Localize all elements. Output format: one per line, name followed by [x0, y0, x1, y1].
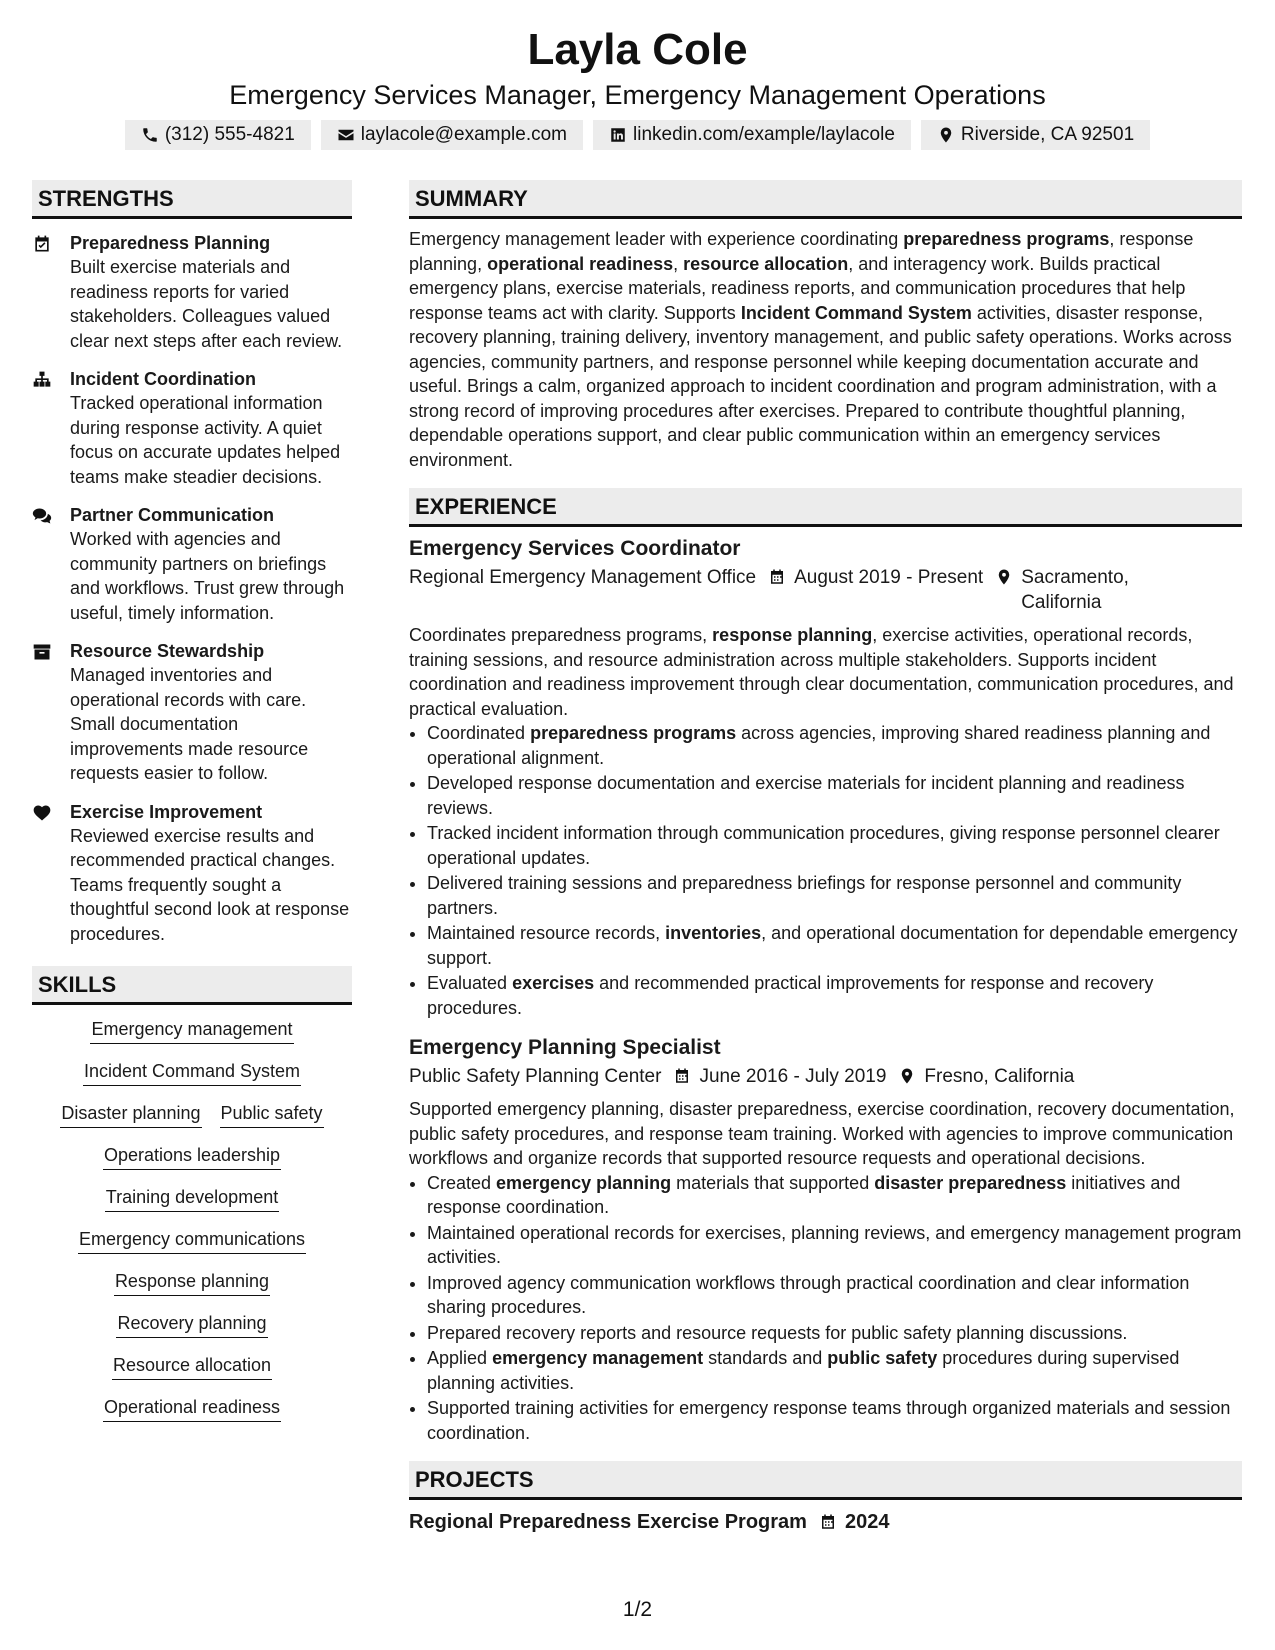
- job-location: [995, 565, 1161, 615]
- keyword-highlight: exercises: [512, 973, 595, 993]
- job-organization: Public Safety Planning Center: [409, 1066, 662, 1087]
- projects-heading: PROJECTS: [409, 1461, 1242, 1500]
- contact-linkedin-text[interactable]: linkedin.com/example/laylacole: [633, 124, 895, 145]
- strength-title: Partner Communication: [70, 505, 275, 525]
- keyword-highlight: public safety: [827, 1348, 938, 1368]
- calendar-icon: [819, 1513, 837, 1531]
- contact-email-text[interactable]: laylacole@example.com: [360, 124, 567, 145]
- candidate-name: Layla Cole: [527, 25, 748, 74]
- keyword-highlight: preparedness programs: [530, 723, 737, 743]
- job-bullets: [409, 1171, 1242, 1446]
- keyword-highlight: response planning: [712, 625, 873, 645]
- calendar-check-icon: [32, 234, 52, 254]
- skill-tag: Response planning: [114, 1269, 270, 1296]
- strengths-heading: STRENGTHS: [32, 180, 352, 219]
- job-location-text: Sacramento, California: [1021, 567, 1129, 613]
- keyword-highlight: resource allocation: [683, 253, 849, 274]
- keyword-highlight: disaster preparedness: [874, 1172, 1067, 1193]
- contact-email[interactable]: [321, 120, 583, 150]
- job-description: Supported emergency planning, disaster preparedness, exercise coordination, recovery documentation, public safety procedures, and response team training. Worked with agencies to improve communication workflows and organize records that supported resource requests and operational decisions.: [409, 1099, 1235, 1168]
- job-bullet: • Created emergency planning materials that supported disaster preparedness initiatives and response coordination.: [427, 1171, 1242, 1220]
- job-bullet: • Evaluated exercises and recommended practical improvements for response and recovery procedures.: [427, 971, 1242, 1020]
- job-bullet: • Applied emergency management standards and public safety procedures during supervised planning activities.: [427, 1346, 1242, 1395]
- strength-desc: Tracked operational information during response activity. A quiet focus on accurate updates helped teams make steadier decisions.: [70, 393, 341, 487]
- skill-tag: Public safety: [220, 1101, 324, 1128]
- job-location-text: Fresno, California: [924, 1066, 1075, 1087]
- project-year: 2024: [844, 1511, 890, 1533]
- keyword-highlight: emergency planning: [496, 1172, 672, 1193]
- keyword-highlight: operational readiness: [487, 253, 674, 274]
- job-meta: [409, 565, 1242, 615]
- contact-location: [921, 120, 1150, 150]
- job-dates-text: August 2019 - Present: [794, 567, 984, 588]
- strength-item: [32, 367, 352, 489]
- strength-title: Resource Stewardship: [70, 641, 265, 661]
- job-bullet: • Maintained operational records for exercises, planning reviews, and emergency management program activities.: [427, 1221, 1242, 1270]
- strength-item: [32, 231, 352, 353]
- calendar-icon: [768, 568, 786, 586]
- contact-linkedin[interactable]: [593, 120, 911, 150]
- envelope-icon: [337, 126, 355, 144]
- job-bullet: • Coordinated preparedness programs across agencies, improving shared readiness planning and operational alignment.: [427, 721, 1242, 770]
- project-entry: [409, 1508, 1242, 1536]
- job-entry: [409, 535, 1242, 1020]
- strength-desc: Worked with agencies and community partners on briefings and workflows. Trust grew through useful, timely information.: [70, 529, 345, 623]
- keyword-highlight: emergency management: [492, 1348, 704, 1368]
- calendar-icon: [673, 1067, 691, 1085]
- job-title: Emergency Services Coordinator: [409, 537, 741, 560]
- skill-tag: Operations leadership: [103, 1143, 281, 1170]
- summary-heading: SUMMARY: [409, 180, 1242, 219]
- job-bullet: • Delivered training sessions and preparedness briefings for response personnel and community partners.: [427, 871, 1242, 920]
- strengths-list: [32, 231, 352, 946]
- strength-desc: Managed inventories and operational records with care. Small documentation improvements made resource requests easier to follow.: [70, 665, 309, 783]
- project-title: Regional Preparedness Exercise Program: [409, 1511, 807, 1533]
- sitemap-icon: [32, 370, 52, 390]
- skill-tag: Emergency communications: [78, 1227, 306, 1254]
- job-bullets: [409, 721, 1242, 1020]
- job-dates-text: June 2016 - July 2019: [699, 1066, 887, 1087]
- strength-item: [32, 800, 352, 947]
- job-organization: Regional Emergency Management Office: [409, 567, 757, 588]
- right-column: [409, 180, 1242, 1536]
- job-dates: [768, 565, 983, 615]
- job-location: [898, 1064, 1074, 1089]
- map-pin-icon: [995, 568, 1013, 586]
- comments-icon: [32, 506, 52, 526]
- candidate-headline: Emergency Services Manager, Emergency Management Operations: [229, 80, 1046, 110]
- map-pin-icon: [937, 126, 955, 144]
- skill-tag: Recovery planning: [116, 1311, 267, 1338]
- strength-item: [32, 503, 352, 625]
- strength-title: Preparedness Planning: [70, 233, 271, 253]
- strength-desc: Reviewed exercise results and recommended practical changes. Teams frequently sought a thoughtful second look at response procedures.: [70, 825, 350, 944]
- job-title: Emergency Planning Specialist: [409, 1036, 721, 1059]
- skill-tag: Operational readiness: [103, 1395, 281, 1422]
- map-pin-icon: [898, 1067, 916, 1085]
- experience-heading: EXPERIENCE: [409, 488, 1242, 527]
- skill-tag: Incident Command System: [83, 1059, 301, 1086]
- strength-title: Incident Coordination: [70, 369, 256, 389]
- contact-phone: [125, 120, 311, 150]
- skills-heading: SKILLS: [32, 966, 352, 1005]
- skill-tag: Emergency management: [90, 1017, 293, 1044]
- left-column: [32, 180, 352, 1422]
- job-bullet: • Developed response documentation and exercise materials for incident planning and readiness reviews.: [427, 771, 1242, 820]
- job-entry: [409, 1034, 1242, 1445]
- job-dates: [673, 1064, 886, 1089]
- summary-text: Emergency management leader with experience coordinating preparedness programs, response planning, operational readiness, resource allocation, and interagency work. Builds practical emergency plans, exercise materials, readiness reports, and communication procedures that help response teams act with clarity. Supports Incident Command System activities, disaster response, recovery planning, training delivery, inventory management, and public safety operations. Works across agencies, community partners, and response personnel while keeping documentation accurate and useful. Brings a calm, organized approach to incident coordination and program administration, with a strong record of improving procedures after exercises. Prepared to contribute thoughtful planning, dependable operations support, and clear public communication within an emergency services environment.: [409, 229, 1232, 470]
- job-bullet: • Maintained resource records, inventories, and operational documentation for dependable emergency support.: [427, 921, 1242, 970]
- keyword-highlight: preparedness programs: [903, 229, 1110, 249]
- job-meta: [409, 1064, 1242, 1089]
- resume-header: [0, 0, 1275, 150]
- skill-tag: Training development: [105, 1185, 279, 1212]
- heart-icon: [32, 803, 52, 823]
- job-bullet: • Improved agency communication workflows through practical coordination and clear information sharing procedures.: [427, 1271, 1242, 1320]
- strength-item: [32, 639, 352, 786]
- strength-title: Exercise Improvement: [70, 801, 263, 822]
- strength-desc: Built exercise materials and readiness reports for varied stakeholders. Colleagues valued clear next steps after each review.: [70, 257, 343, 351]
- skill-tag: Disaster planning: [60, 1101, 201, 1128]
- keyword-highlight: inventories: [665, 923, 762, 943]
- skill-tag: Resource allocation: [112, 1353, 272, 1380]
- archive-box-icon: [32, 642, 52, 662]
- job-description: Coordinates preparedness programs, response planning, exercise activities, operational records, training sessions, and resource administration across multiple stakeholders. Supports incident coordination and readiness improvement through clear documentation, communication procedures, and practical evaluation.: [409, 625, 1234, 719]
- contact-bar: [0, 120, 1275, 150]
- job-bullet: • Tracked incident information through communication procedures, giving response personnel clearer operational updates.: [427, 821, 1242, 870]
- skills-list: [32, 1017, 352, 1422]
- contact-location-text: Riverside, CA 92501: [960, 124, 1135, 145]
- page-number: 1/2: [622, 1598, 653, 1621]
- linkedin-icon: [609, 126, 627, 144]
- job-bullet: • Supported training activities for emergency response teams through organized materials and session coordination.: [427, 1396, 1242, 1445]
- job-bullet: • Prepared recovery reports and resource requests for public safety planning discussions.: [427, 1321, 1242, 1346]
- contact-phone-text: (312) 555-4821: [164, 124, 295, 145]
- phone-icon: [141, 126, 159, 144]
- keyword-highlight: Incident Command System: [740, 302, 972, 323]
